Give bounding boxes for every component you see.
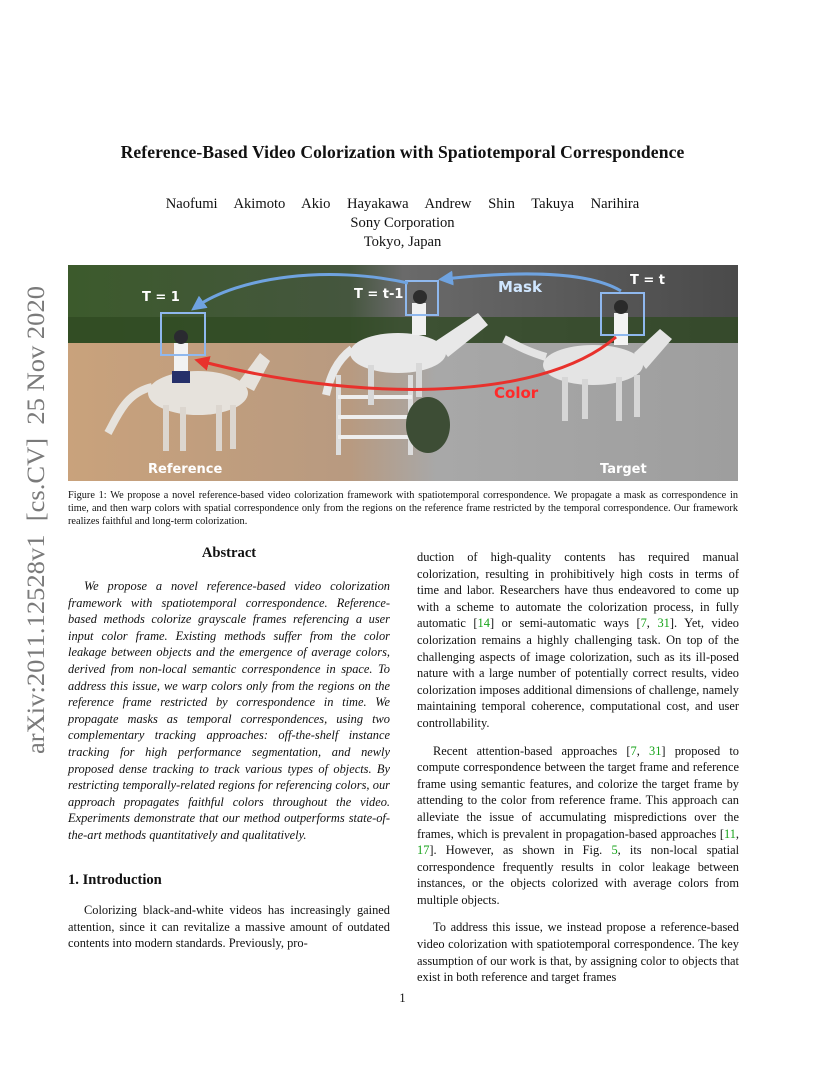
figure-reference-link[interactable]: 5	[611, 843, 618, 858]
label-reference: Reference	[148, 462, 223, 477]
text-run: duction of high-quality contents has required manual colorization, resulting in prohibitively high costs in terms of time and labor. Researchers have thus endeavored to come up with a scheme to automate the colorization process, in fully automatic [	[417, 550, 739, 631]
intro-paragraph-1: Colorizing black-and-white videos has increasingly gained attention, since it can revitalize a massive amount of outdated contents into modern standards. Previously, pro-	[68, 903, 390, 951]
citation-link[interactable]: 14	[477, 616, 490, 631]
citation-link[interactable]: 7	[630, 743, 637, 758]
text-run: ] proposed to compute correspondence between the target frame and reference frame using semantic features, and colorize the target frame by attending to the color from reference frame. This approach can alleviate the issue of accumulating mispredictions over the frames, which is prevalent in propagation-based approaches [	[417, 743, 739, 841]
affiliation: Sony Corporation	[350, 215, 455, 231]
label-tt: T = t	[630, 273, 666, 288]
location: Tokyo, Japan	[363, 234, 442, 250]
abstract-body: We propose a novel reference-based video colorization framework with spatiotemporal correspondence. Reference-based methods colorize grayscale frames referencing a user input color frame. Existing methods suffer from the color leakage between objects and the emergence of average colors, derived from non-local semantic correspondence in space. To address this issue, we warp colors only from the regions on the reference frame restricted by correspondence in time. We propagate masks as temporal correspondences, using two complementary tracking approaches: off-the-shelf instance tracking for high performance segmentation, and newly proposed dense tracking to track various types of objects. By restricting temporally-related regions for referencing colors, our approach propagates faithful colors throughout the video. Experiments demonstrate that our method outperforms state-of-the-art methods quantitatively and qualitatively.	[68, 579, 390, 842]
label-t1: T = 1	[142, 290, 180, 305]
left-column	[68, 545, 390, 952]
text-run: ] or semi-automatic ways [	[489, 616, 641, 631]
intro-heading: 1. Introduction	[68, 871, 162, 888]
label-color: Color	[494, 384, 539, 402]
figure-illustration	[68, 265, 738, 481]
right-paragraph-3: To address this issue, we instead propose a reference-based video colorization with spatiotemporal correspondence. The key assumption of our work is that, by assigning color to objects that exist in both reference and target frames	[417, 920, 739, 985]
author-list: Naofumi Akimoto Akio Hayakawa Andrew Shin Takuya Narihira	[165, 196, 640, 212]
abstract-heading: Abstract	[201, 545, 257, 561]
figure-caption	[68, 489, 738, 529]
label-target: Target	[600, 462, 647, 477]
text-run: Recent attention-based approaches [	[433, 743, 631, 758]
label-tt1: T = t-1	[354, 287, 404, 302]
citation-link[interactable]: 31	[649, 743, 662, 758]
citation-link[interactable]: 7	[640, 616, 647, 631]
caption-text: Figure 1: We propose a novel reference-based video colorization framework with spatiotemporal correspondence. We propagate a mask as correspondence in time, and then warp colors with spatial correspondence only from the regions on the reference frame restricted by the temporal correspondence. Our framework realizes faithful and long-term colorization.	[68, 490, 738, 528]
text-run: , its non-local spatial correspondence frequently results in color leakage between instances, or the objects colorized with average colors from multiple objects.	[417, 843, 740, 907]
arxiv-stamp-text: arXiv:2011.12528v1 [cs.CV] 25 Nov 2020	[23, 313, 50, 754]
text-run: ,	[735, 826, 739, 841]
citation-link[interactable]: 17	[417, 843, 430, 858]
citation-link[interactable]: 11	[723, 826, 736, 841]
right-paragraph-2	[417, 743, 739, 909]
arxiv-stamp-svg	[18, 280, 52, 760]
text-run: ]. Yet, video colorization remains a highly challenging task. On top of the challenging aspects of image colorization, such as its ill-posed nature with a large number of potentially correct results, video colorization imposes additional dimensions of challenge, namely maintaining temporal coherence, computational cost, and user controllability.	[417, 616, 739, 730]
text-run: ]. However, as shown in Fig.	[429, 843, 612, 858]
right-paragraph-1	[417, 549, 739, 732]
citation-link[interactable]: 31	[657, 616, 670, 631]
page-number: 1	[399, 991, 406, 1005]
right-column	[417, 549, 739, 986]
arxiv-stamp	[18, 280, 52, 760]
text-run: ,	[646, 616, 658, 631]
label-mask: Mask	[498, 278, 542, 296]
paper-title: Reference-Based Video Colorization with Spatiotemporal Correspondence	[120, 142, 685, 162]
figure-1	[68, 265, 738, 481]
text-run: ,	[636, 743, 650, 758]
